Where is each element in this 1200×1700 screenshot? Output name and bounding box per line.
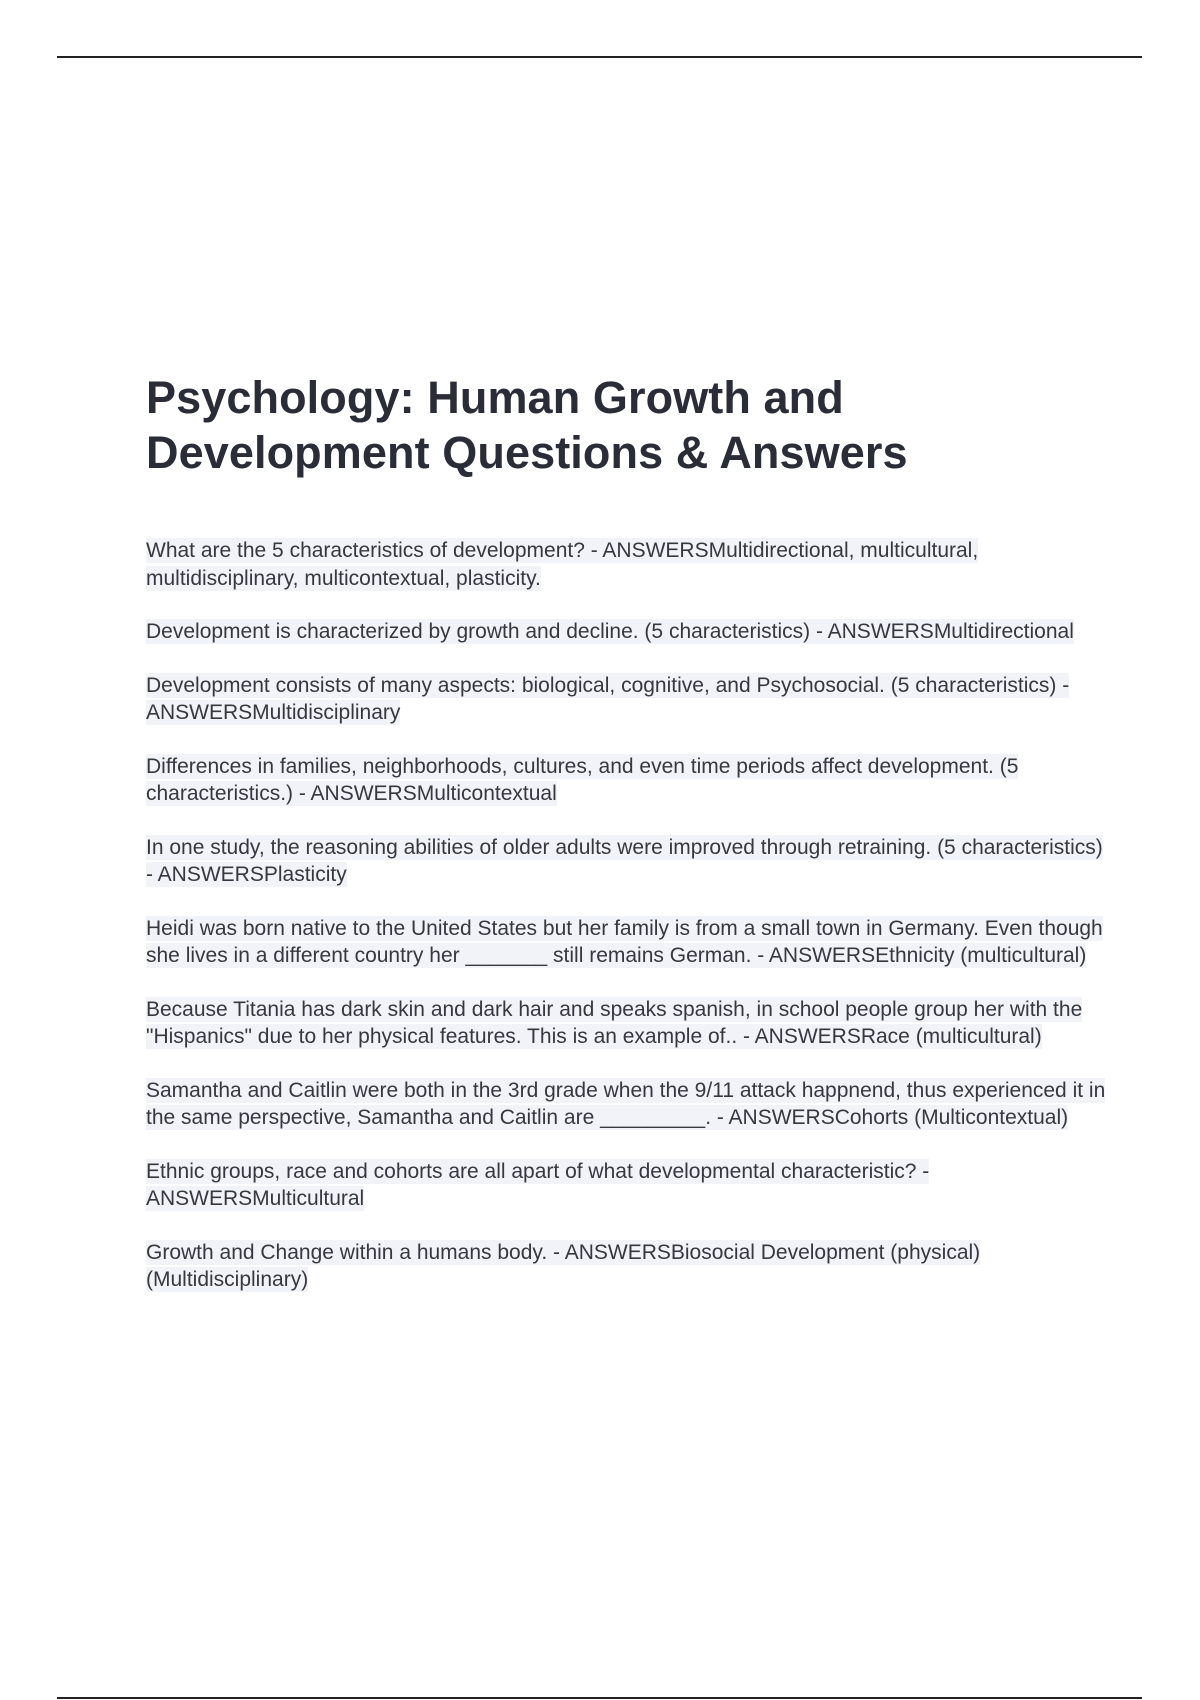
qa-text: Differences in families, neighborhoods, cultures, and even time periods affect development. (5 characteristics.) - ANSWERSMulticontextual [146,754,1019,805]
qa-text: Development is characterized by growth and decline. (5 characteristics) - ANSWERSMultidirectional [146,620,1074,643]
qa-item [146,1239,1106,1294]
qa-item [146,672,1106,727]
qa-text: Development consists of many aspects: biological, cognitive, and Psychosocial. (5 characteristics) - ANSWERSMultidisciplinary [146,673,1070,724]
qa-item [146,915,1106,970]
footer-rule [57,1697,1142,1699]
qa-text: Because Titania has dark skin and dark hair and speaks spanish, in school people group her with the "Hispanics" due to her physical features. This is an example of.. - ANSWERSRace (multicultural) [146,997,1083,1048]
qa-text: Ethnic groups, race and cohorts are all apart of what developmental characteristic? - ANSWERSMulticultural [146,1159,930,1210]
qa-text: What are the 5 characteristics of development? - ANSWERSMultidirectional, multicultural, multidisciplinary, multicontextual, plasticity. [146,539,979,590]
qa-item [146,753,1106,808]
qa-list [146,537,1106,1320]
qa-item [146,1158,1106,1213]
qa-text: Samantha and Caitlin were both in the 3rd grade when the 9/11 attack happnend, thus experienced it in the same perspective, Samantha and Caitlin are _________. - ANSWERSCohorts (Multicontextual) [146,1078,1106,1129]
qa-text: Heidi was born native to the United States but her family is from a small town in Germany. Even though she lives in a different country her _______ still remains German. - ANSWERSEthnicity (multicultural) [146,916,1103,967]
qa-item [146,537,1106,592]
qa-text: Growth and Change within a humans body. - ANSWERSBiosocial Development (physical) (Multidisciplinary) [146,1240,981,1291]
qa-item [146,1077,1106,1132]
document-title: Psychology: Human Growth and Development Questions & Answers [146,372,908,478]
qa-text: In one study, the reasoning abilities of older adults were improved through retraining. (5 characteristics) - ANSWERSPlasticity [146,835,1103,886]
qa-item [146,834,1106,889]
header-rule [57,56,1142,58]
qa-item [146,618,1106,646]
qa-item [146,996,1106,1051]
